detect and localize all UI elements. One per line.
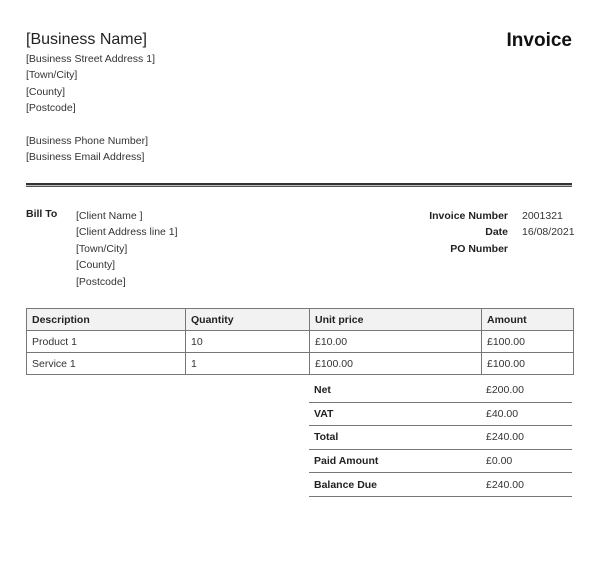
business-county: [County] xyxy=(26,85,66,98)
client-town: [Town/City] xyxy=(76,242,128,255)
po-number-value xyxy=(508,241,572,257)
business-town: [Town/City] xyxy=(26,69,78,82)
header-description: Description xyxy=(27,309,186,331)
bill-to-label: Bill To xyxy=(26,208,58,220)
cell-quantity: 10 xyxy=(186,331,310,353)
po-number-label: PO Number xyxy=(450,242,508,255)
vat-value: £40.00 xyxy=(486,407,519,420)
net-row xyxy=(309,379,572,403)
client-county: [County] xyxy=(76,259,116,272)
cell-description: Product 1 xyxy=(27,331,186,353)
invoice-meta xyxy=(398,208,575,257)
spacer xyxy=(26,117,155,133)
table-row xyxy=(27,331,574,353)
cell-unit-price: £100.00 xyxy=(310,353,482,375)
total-value: £240.00 xyxy=(486,431,524,444)
client-name: [Client Name ] xyxy=(76,210,143,222)
document-title: Invoice xyxy=(506,30,572,51)
table-header-row xyxy=(27,309,574,331)
paid-amount-row xyxy=(309,450,572,474)
totals-section xyxy=(309,379,572,497)
header-unit-price: Unit price xyxy=(310,309,482,331)
client-address: [Client Address line 1] xyxy=(76,226,178,239)
date-row xyxy=(398,224,575,240)
cell-unit-price: £10.00 xyxy=(310,331,482,353)
date-label: Date xyxy=(485,226,508,239)
paid-amount-label: Paid Amount xyxy=(314,455,379,468)
date-value: 16/08/2021 xyxy=(522,226,575,239)
line-items-table xyxy=(26,308,574,375)
total-row xyxy=(309,426,572,450)
cell-amount: £100.00 xyxy=(482,331,574,353)
net-label: Net xyxy=(314,384,331,397)
business-name: [Business Name] xyxy=(26,31,147,48)
vat-row xyxy=(309,403,572,427)
client-postcode: [Postcode] xyxy=(76,275,126,288)
cell-amount: £100.00 xyxy=(482,353,574,375)
po-number-row xyxy=(398,241,572,257)
business-postcode: [Postcode] xyxy=(26,102,76,115)
balance-due-row xyxy=(309,473,572,497)
bill-to-address xyxy=(76,208,178,290)
header-divider xyxy=(26,183,572,187)
header-quantity: Quantity xyxy=(186,309,310,331)
net-value: £200.00 xyxy=(486,384,524,397)
business-address xyxy=(26,51,155,166)
business-phone: [Business Phone Number] xyxy=(26,134,148,147)
invoice-number-value: 2001321 xyxy=(522,210,563,222)
table-row xyxy=(27,353,574,375)
cell-quantity: 1 xyxy=(186,353,310,375)
header-amount: Amount xyxy=(482,309,574,331)
balance-due-value: £240.00 xyxy=(486,478,524,491)
business-street: [Business Street Address 1] xyxy=(26,53,155,65)
business-email: [Business Email Address] xyxy=(26,151,145,164)
cell-description: Service 1 xyxy=(27,353,186,375)
total-label: Total xyxy=(314,431,339,444)
balance-due-label: Balance Due xyxy=(314,478,378,491)
invoice-number-label: Invoice Number xyxy=(429,210,508,222)
paid-amount-value: £0.00 xyxy=(486,455,513,468)
vat-label: VAT xyxy=(314,407,334,420)
invoice-number-row xyxy=(398,208,572,224)
